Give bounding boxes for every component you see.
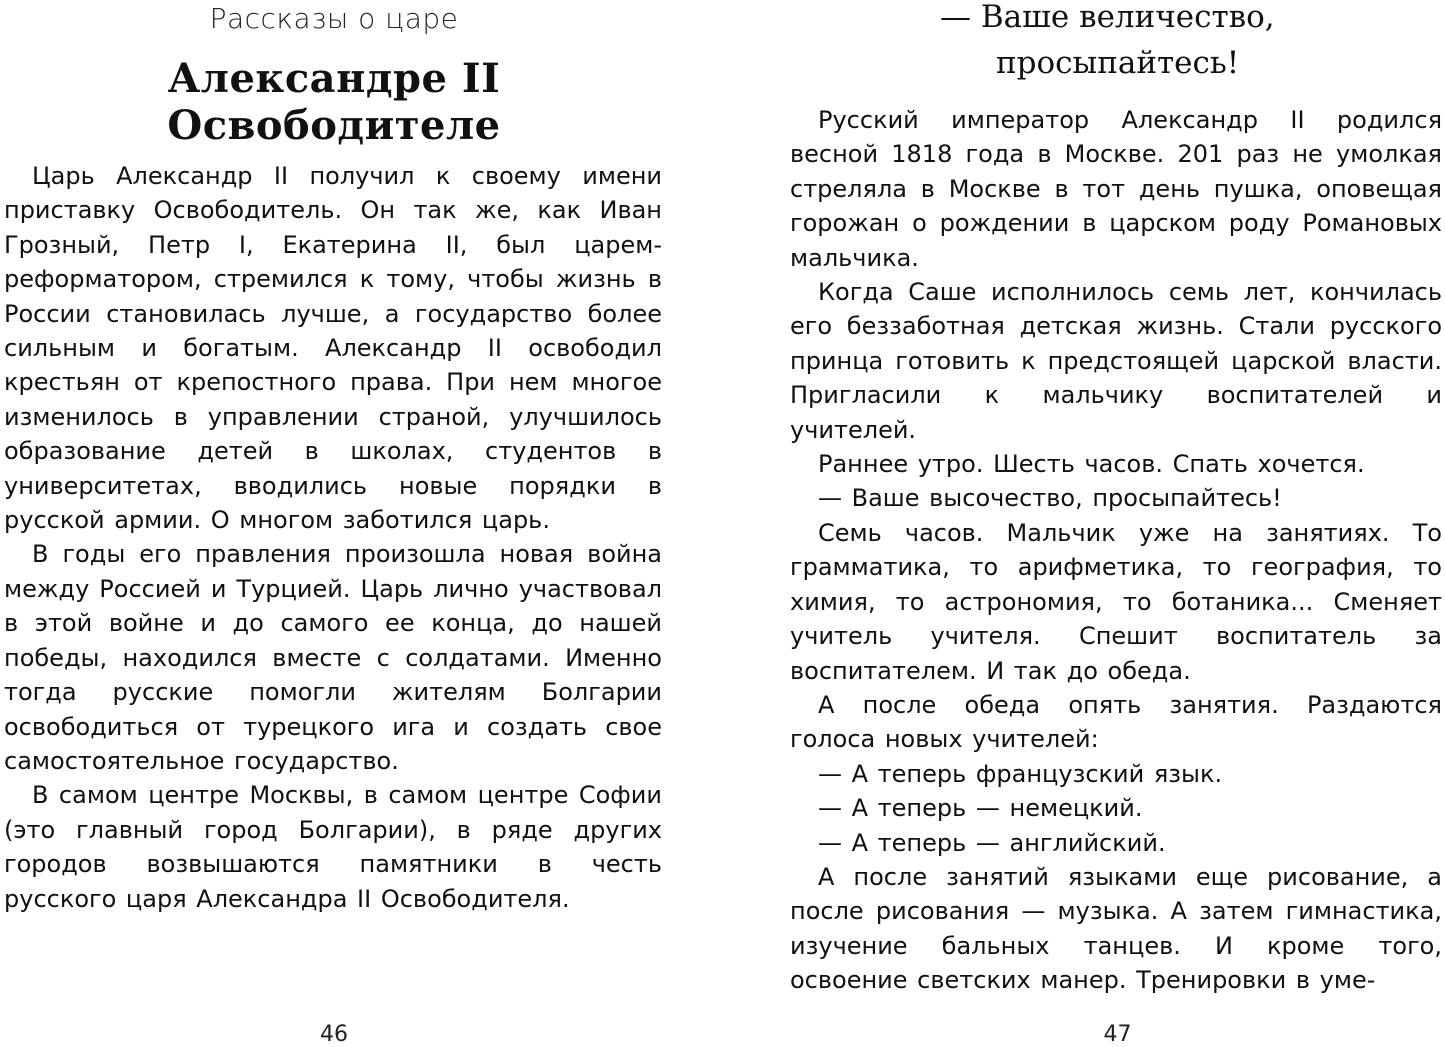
paragraph: Русский император Александр II родился весной 1818 года в Москве. 201 раз не умолкая стреляла в Москве в тот день пушка, оповещая горожан о рождении в царском роду Романовых мальчика. — [790, 106, 1442, 272]
dialogue-line: — А теперь — английский. — [818, 828, 1166, 857]
chapter-supertitle: Рассказы о царе — [209, 2, 459, 35]
left-body-text — [4, 159, 662, 916]
section-heading — [790, 0, 1445, 86]
section-heading-line: просыпайтесь! — [996, 45, 1240, 81]
section-heading-line: — Ваше величество, — [940, 0, 1275, 35]
paragraph: А после обеда опять занятия. Раздаются голоса новых учителей: — [790, 690, 1442, 754]
paragraph: Когда Саше исполнилось семь лет, кончилась его беззаботная детская жизнь. Стали русского принца готовить к предстоящей царской власти. Пригласили к мальчику воспитателей и учителей. — [790, 278, 1442, 444]
dialogue-line: — Ваше высочество, просыпайтесь! — [818, 484, 1282, 513]
dialogue-line: — А теперь французский язык. — [818, 759, 1223, 788]
chapter-title: Александре II Освободителе — [167, 55, 501, 149]
page-number-right: 47 — [1103, 1022, 1132, 1047]
right-page — [790, 0, 1445, 1047]
page-number-left: 46 — [320, 1022, 348, 1047]
paragraph: В самом центре Москвы, в самом центре Софии (это главный город Болгарии), в ряде других городов возвышаются памятники в честь русского царя Александра II Освободителя. — [4, 781, 662, 913]
dialogue-line: — А теперь — немецкий. — [818, 794, 1143, 823]
paragraph: Раннее утро. Шесть часов. Спать хочется. — [818, 450, 1365, 479]
paragraph: В годы его правления произошла новая война между Россией и Турцией. Царь лично участвовал в этой войне и до самого ее конца, до нашей победы, находился вместе с солдатами. Именно тогда русские помогли жителям Болгарии освободиться от турецкого ига и создать свое самостоятельное государство. — [4, 540, 662, 775]
paragraph: Царь Александр II получил к своему имени приставку Освободитель. Он так же, как Иван Грозный, Петр I, Екатерина II, был царем-реформатором, стремился к тому, чтобы жизнь в России становилась лучше, а государство более сильным и богатым. Александр II освободил крестьян от крепостного права. При нем многое изменилось в управлении страной, улучшилось образование детей в школах, студентов в университетах, вводились новые порядки в русской армии. О многом заботился царь. — [4, 162, 662, 535]
left-page — [0, 0, 680, 1047]
paragraph: А после занятий языками еще рисование, а после рисования — музыка. А затем гимнастика, изучение бальных танцев. И кроме того, освоение светских манер. Тренировки в уме- — [790, 862, 1442, 995]
right-body-text — [790, 103, 1442, 998]
paragraph: Семь часов. Мальчик уже на занятиях. То грамматика, то арифметика, то география, то химия, то астрономия, то ботаника... Сменяет учитель учителя. Спешит воспитатель за воспитателем. И так до обеда. — [790, 518, 1442, 685]
